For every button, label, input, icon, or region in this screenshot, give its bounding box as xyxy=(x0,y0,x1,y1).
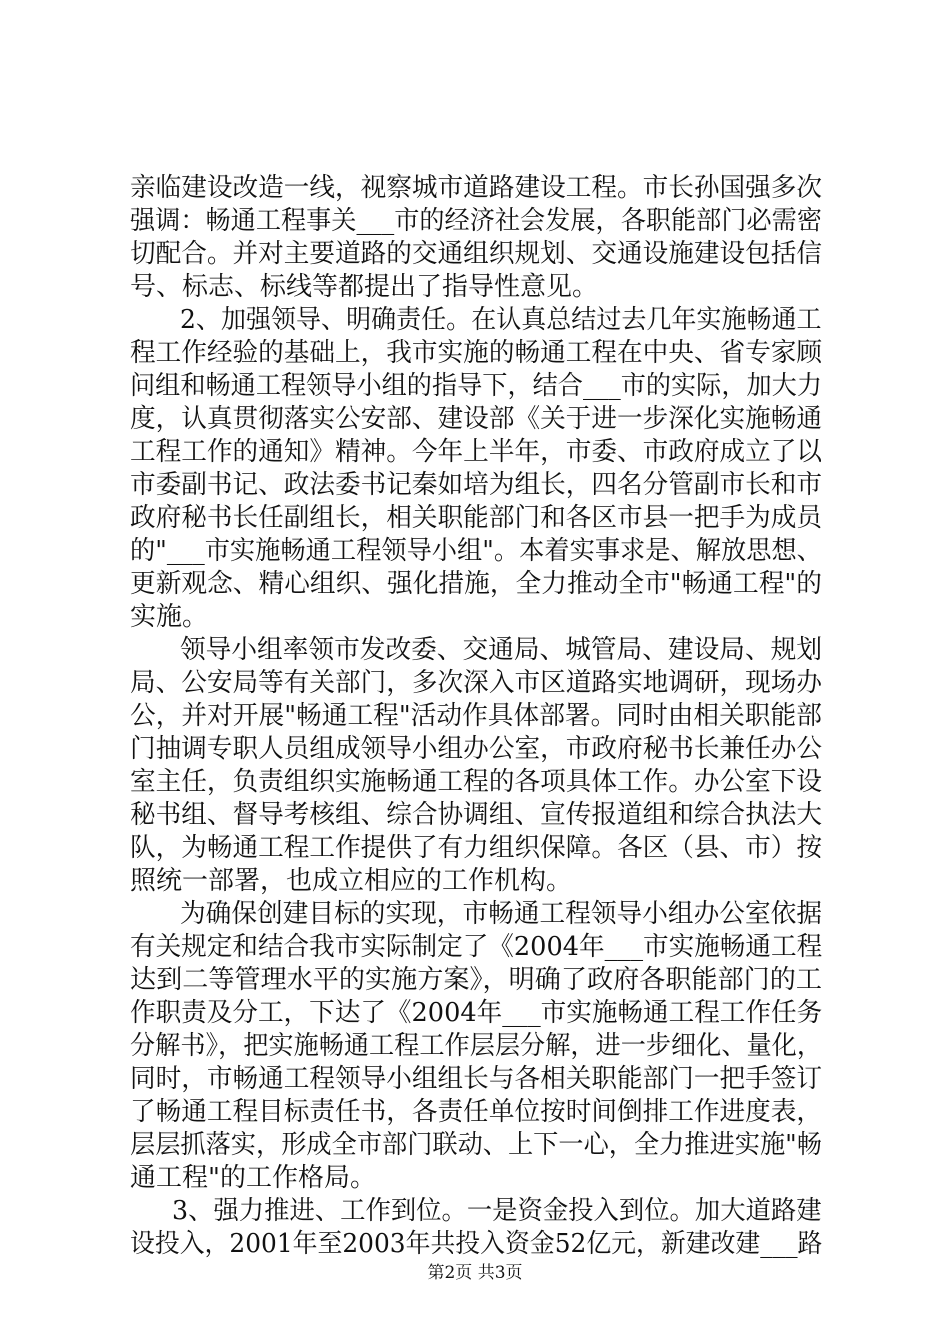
body-line: 实施。 xyxy=(130,602,209,632)
body-line: 室主任，负责组织实施畅通工程的各项具体工作。办公室下设 xyxy=(130,767,823,797)
body-line: 分解书》，把实施畅通工程工作层层分解，进一步细化、量化， xyxy=(130,1031,823,1061)
body-line: 公，并对开展"畅通工程"活动作具体部署。同时由相关职能部 xyxy=(130,701,822,731)
body-line: 市委副书记、政法委书记秦如培为组长，四名分管副市长和市 xyxy=(130,470,823,500)
body-line: 同时，市畅通工程领导小组组长与各相关职能部门一把手签订 xyxy=(130,1064,823,1094)
body-line: 号、标志、标线等都提出了指导性意见。 xyxy=(130,272,599,302)
body-line: 亲临建设改造一线，视察城市道路建设工程。市长孙国强多次 xyxy=(130,173,823,203)
body-line: 门抽调专职人员组成领导小组办公室，市政府秘书长兼任办公 xyxy=(130,734,823,764)
body-line: 强调：畅通工程事关___市的经济社会发展，各职能部门必需密 xyxy=(130,206,823,236)
body-line: 工程工作的通知》精神。今年上半年，市委、市政府成立了以 xyxy=(130,437,823,467)
body-line: 了畅通工程目标责任书，各责任单位按时间倒排工作进度表， xyxy=(130,1097,823,1127)
body-line: 切配合。并对主要道路的交通组织规划、交通设施建设包括信 xyxy=(130,239,823,269)
body-line: 队，为畅通工程工作提供了有力组织保障。各区（县、市）按 xyxy=(130,833,823,863)
body-line: 领导小组率领市发改委、交通局、城管局、建设局、规划 xyxy=(180,635,823,665)
body-line: 度，认真贯彻落实公安部、建设部《关于进一步深化实施畅通 xyxy=(130,404,823,434)
body-line: 局、公安局等有关部门，多次深入市区道路实地调研，现场办 xyxy=(130,668,823,698)
body-line: 达到二等管理水平的实施方案》，明确了政府各职能部门的工 xyxy=(130,965,823,995)
body-line: 有关规定和结合我市实际制定了《2004年___市实施畅通工程 xyxy=(130,932,823,962)
body-line: 设投入，2001年至2003年共投入资金52亿元，新建改建___路 xyxy=(130,1229,823,1259)
body-line: 通工程"的工作格局。 xyxy=(130,1163,376,1193)
body-line: 2、加强领导、明确责任。在认真总结过去几年实施畅通工 xyxy=(180,305,822,335)
body-line: 的"___市实施畅通工程领导小组"。本着实事求是、解放思想、 xyxy=(130,536,822,566)
body-line: 秘书组、督导考核组、综合协调组、宣传报道组和综合执法大 xyxy=(130,800,823,830)
body-line: 程工作经验的基础上，我市实施的畅通工程在中央、省专家顾 xyxy=(130,338,823,368)
body-line: 3、强力推进、工作到位。一是资金投入到位。加大道路建 xyxy=(172,1196,822,1226)
body-line: 作职责及分工，下达了《2004年___市实施畅通工程工作任务 xyxy=(130,998,823,1028)
body-line: 政府秘书长任副组长，相关职能部门和各区市县一把手为成员 xyxy=(130,503,823,533)
body-line: 层层抓落实，形成全市部门联动、上下一心，全力推进实施"畅 xyxy=(130,1130,822,1160)
page-footer: 第2页 共3页 xyxy=(427,1263,523,1283)
body-line: 照统一部署，也成立相应的工作机构。 xyxy=(130,866,573,896)
body-line: 问组和畅通工程领导小组的指导下，结合___市的实际，加大力 xyxy=(130,371,823,401)
body-line: 为确保创建目标的实现，市畅通工程领导小组办公室依据 xyxy=(180,899,823,929)
body-line: 更新观念、精心组织、强化措施，全力推动全市"畅通工程"的 xyxy=(130,569,822,599)
